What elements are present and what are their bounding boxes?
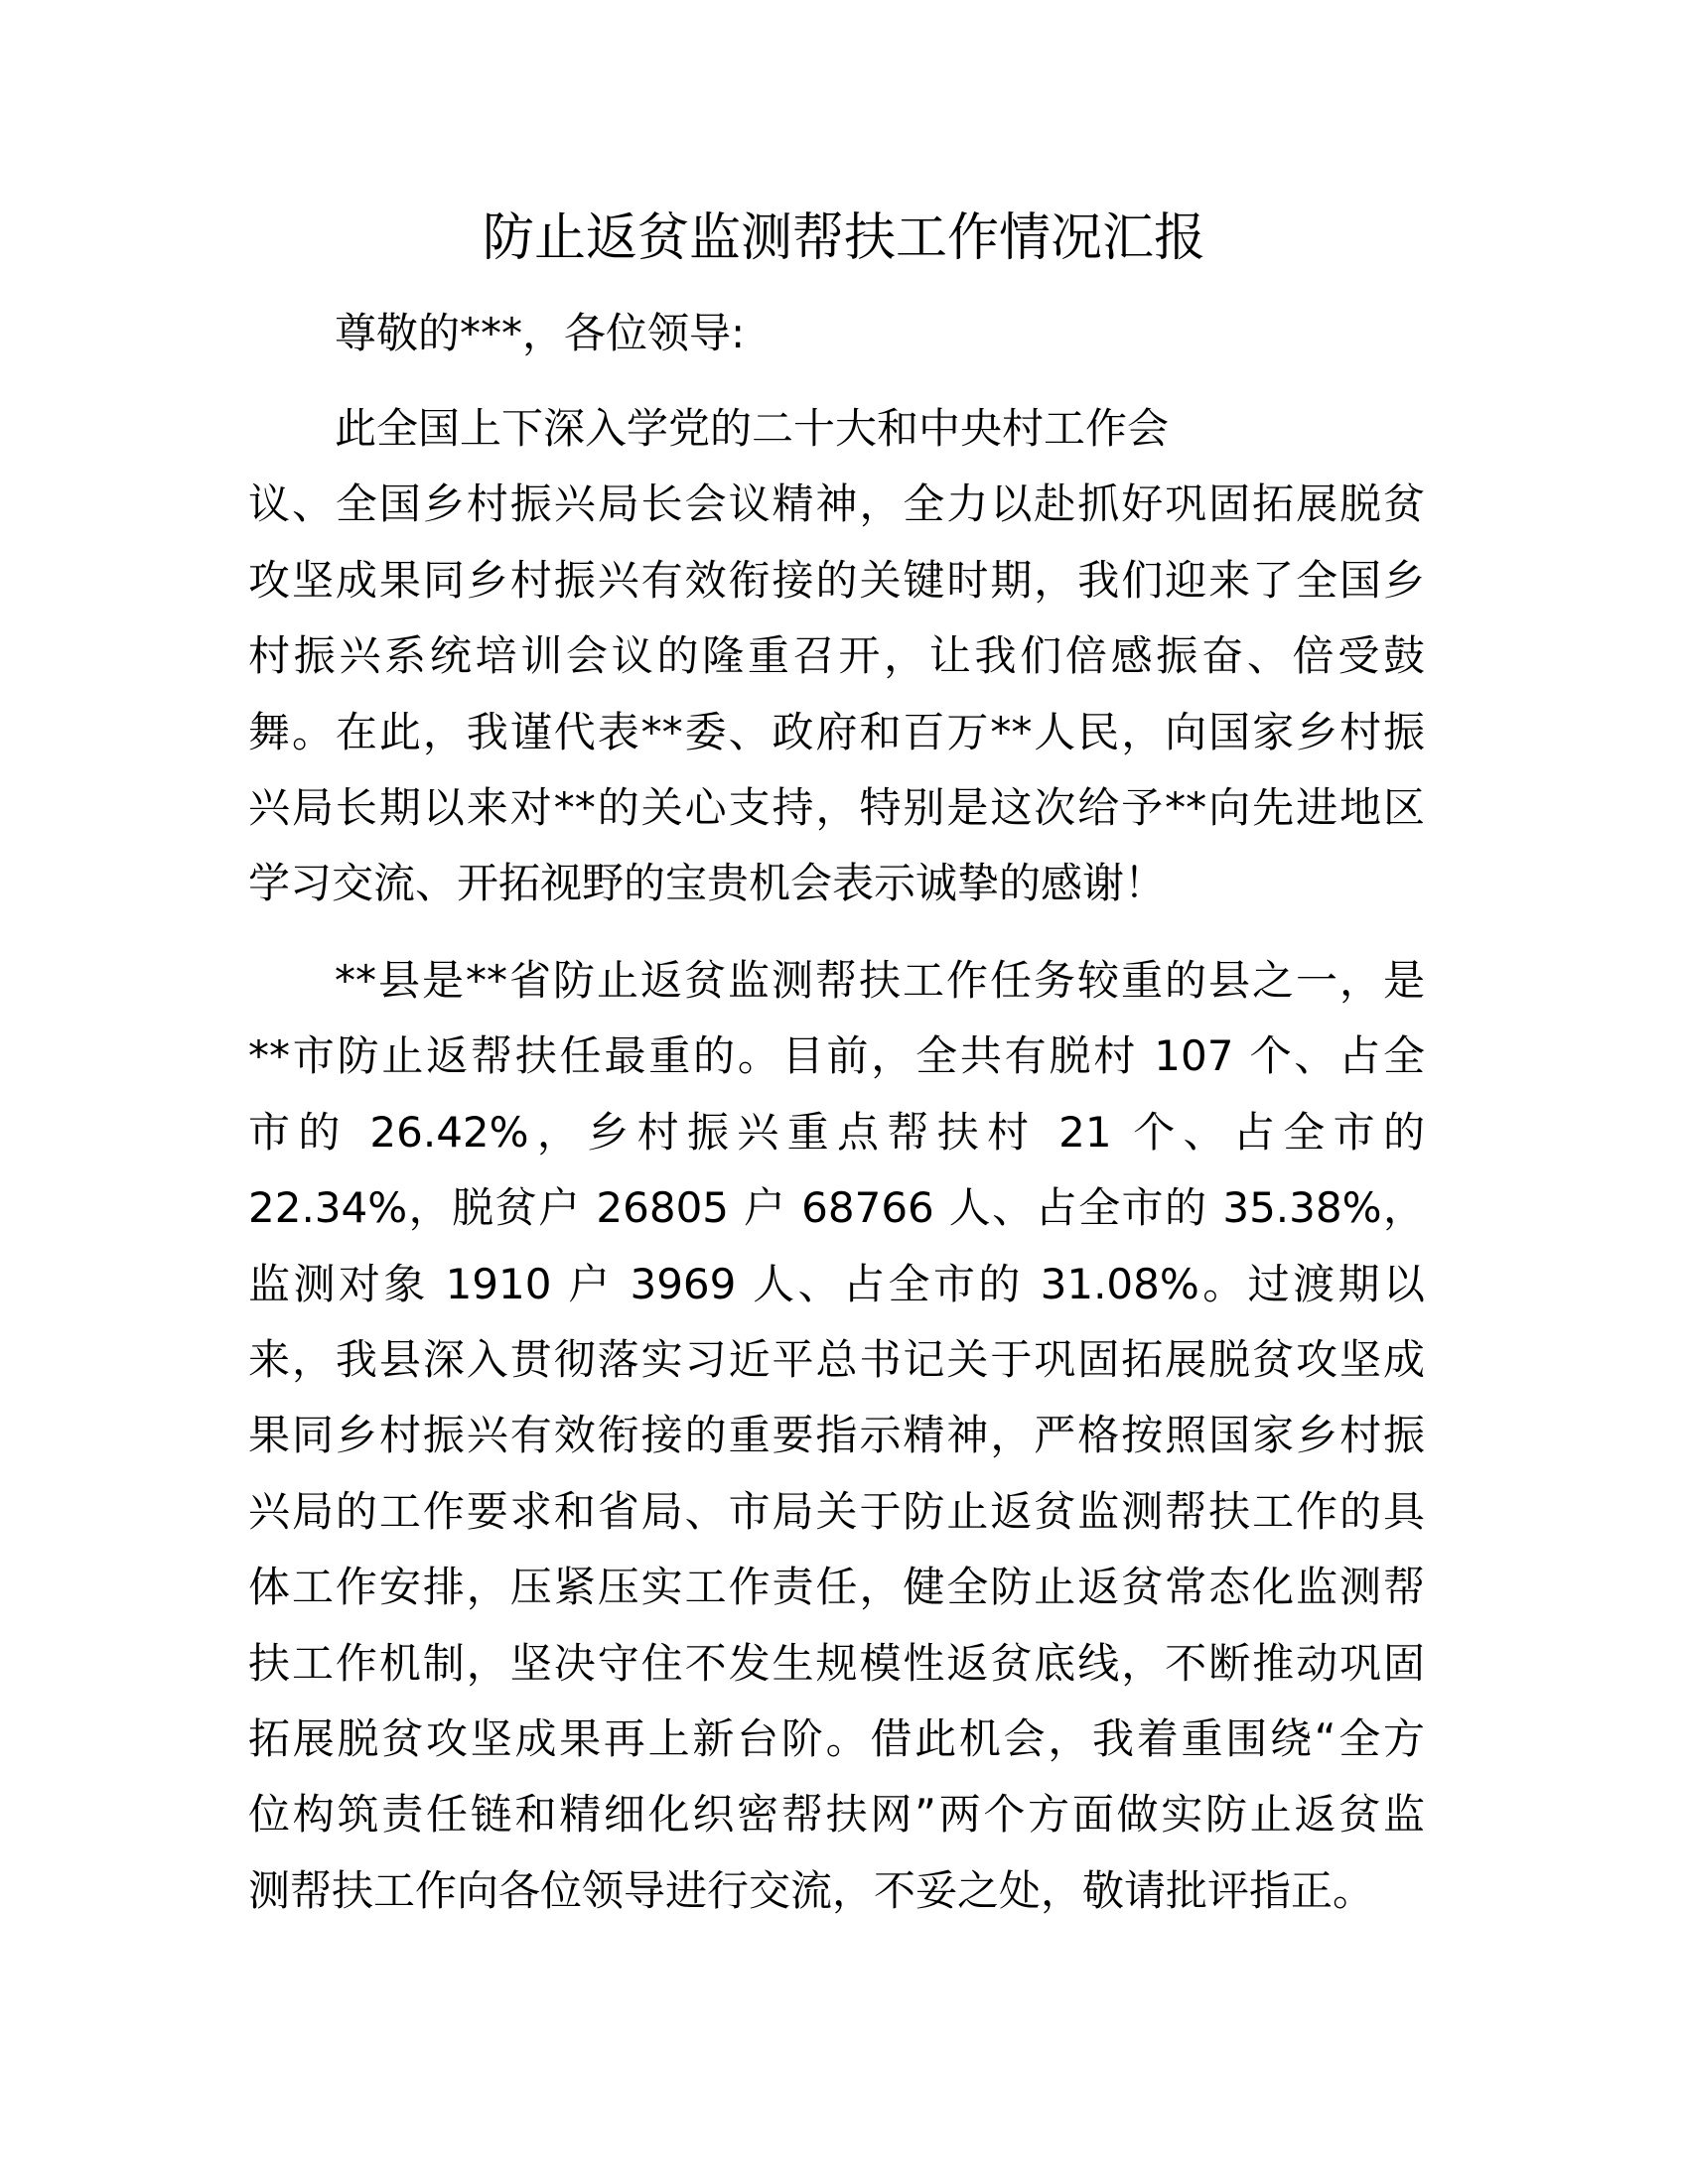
paragraph-line: 学习交流、开拓视野的宝贵机会表示诚挚的感谢！ <box>248 859 1167 908</box>
paragraph-line: 攻坚成果同乡村振兴有效衔接的关键时期，我们迎来了全国乡 <box>248 555 1425 605</box>
paragraph-line: **县是**省防止返贫监测帮扶工作任务较重的县之一，是 <box>335 956 1425 1005</box>
paragraph-line: 果同乡村振兴有效衔接的重要指示精神，严格按照国家乡村振 <box>248 1411 1425 1460</box>
paragraph-line: 此全国上下深入学党的二十大和中央村工作会 <box>335 404 1170 453</box>
paragraph-line: 扶工作机制，坚决守住不发生规模性返贫底线，不断推动巩固 <box>248 1638 1425 1688</box>
paragraph-line: 测帮扶工作向各位领导进行交流，不妥之处，敬请批评指正。 <box>248 1865 1375 1915</box>
paragraph-line: 拓展脱贫攻坚成果再上新台阶。借此机会，我着重围绕“全方 <box>248 1714 1425 1763</box>
paragraph-line: 体工作安排，压紧压实工作责任，健全防止返贫常态化监测帮 <box>248 1563 1425 1612</box>
paragraph-line: 兴局的工作要求和省局、市局关于防止返贫监测帮扶工作的具 <box>248 1486 1425 1536</box>
greeting: 尊敬的***，各位领导: <box>335 309 746 357</box>
document-title: 防止返贫监测帮扶工作情况汇报 <box>482 208 1205 268</box>
paragraph-line: 22.34%，脱贫户 26805 户 68766 人、占全市的 35.38%， <box>248 1183 1425 1233</box>
paragraph-line: **市防止返帮扶任最重的。目前，全共有脱村 107 个、占全 <box>248 1031 1425 1081</box>
paragraph-line: 舞。在此，我谨代表**委、政府和百万**人民，向国家乡村振 <box>248 707 1425 756</box>
paragraph-line: 兴局长期以来对**的关心支持，特别是这次给予**向先进地区 <box>248 783 1425 832</box>
paragraph-line: 村振兴系统培训会议的隆重召开，让我们倍感振奋、倍受鼓 <box>248 631 1425 681</box>
paragraph-line: 监测对象 1910 户 3969 人、占全市的 31.08%。过渡期以 <box>248 1259 1425 1308</box>
paragraph-line: 来，我县深入贯彻落实习近平总书记关于巩固拓展脱贫攻坚成 <box>248 1335 1425 1384</box>
paragraph-line: 议、全国乡村振兴局长会议精神，全力以赴抓好巩固拓展脱贫 <box>248 479 1425 529</box>
paragraph-line: 市的 26.42%，乡村振兴重点帮扶村 21 个、占全市的 <box>248 1107 1425 1157</box>
paragraph-line: 位构筑责任链和精细化织密帮扶网”两个方面做实防止返贫监 <box>248 1790 1425 1840</box>
